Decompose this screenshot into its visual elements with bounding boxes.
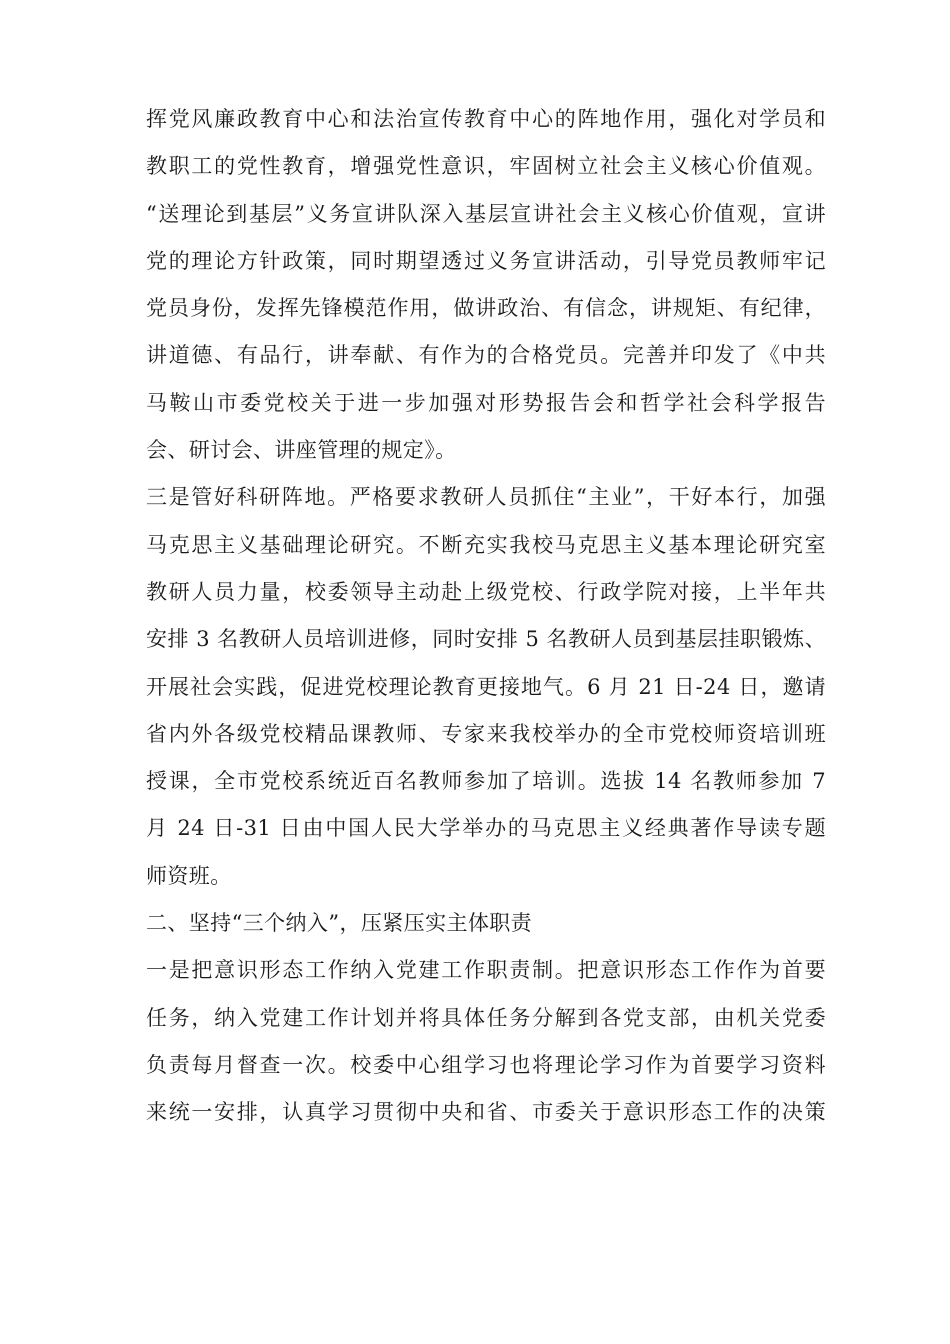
text-line: 安排 3 名教研人员培训进修，同时安排 5 名教研人员到基层挂职锻炼、 [146, 627, 826, 652]
text-line: 马鞍山市委党校关于进一步加强对形势报告会和哲学社会科学报告 [146, 390, 826, 415]
text-line: 会、研讨会、讲座管理的规定》。 [146, 438, 457, 463]
text-line: 讲道德、有品行，讲奉献、有作为的合格党员。完善并印发了《中共 [146, 343, 826, 368]
text-line: 挥党风廉政教育中心和法治宣传教育中心的阵地作用，强化对学员和 [146, 107, 826, 131]
text-line: “送理论到基层”义务宣讲队深入基层宣讲社会主义核心价值观，宣讲 [146, 201, 826, 226]
text-line: 月 24 日-31 日由中国人民大学举办的马克思主义经典著作导读专题 [146, 816, 826, 841]
text-line: 省内外各级党校精品课教师、专家来我校举办的全市党校师资培训班 [146, 721, 826, 746]
text-line: 授课，全市党校系统近百名教师参加了培训。选拔 14 名教师参加 7 [146, 769, 826, 794]
text-line: 党的理论方针政策，同时期望透过义务宣讲活动，引导党员教师牢记 [146, 248, 826, 273]
text-line: 教职工的党性教育，增强党性意识，牢固树立社会主义核心价值观。 [146, 154, 826, 179]
text-line: 开展社会实践，促进党校理论教育更接地气。6 月 21 日-24 日，邀请 [146, 674, 826, 699]
text-line: 任务，纳入党建工作计划并将具体任务分解到各党支部，由机关党委 [146, 1005, 826, 1030]
text-line: 党员身份，发挥先锋模范作用，做讲政治、有信念，讲规矩、有纪律， [146, 296, 826, 321]
text-line: 负责每月督查一次。校委中心组学习也将理论学习作为首要学习资料 [146, 1052, 826, 1077]
text-line: 教研人员力量，校委领导主动赴上级党校、行政学院对接，上半年共 [146, 579, 826, 604]
text-line: 三是管好科研阵地。严格要求教研人员抓住“主业”，干好本行，加强 [146, 485, 826, 510]
text-line: 师资班。 [146, 863, 232, 888]
text-line: 来统一安排，认真学习贯彻中央和省、市委关于意识形态工作的决策 [146, 1100, 826, 1125]
text-line: 马克思主义基础理论研究。不断充实我校马克思主义基本理论研究室 [146, 532, 826, 557]
text-line: 一是把意识形态工作纳入党建工作职责制。把意识形态工作作为首要 [146, 958, 826, 983]
document-body [146, 96, 826, 1137]
section-heading: 二、坚持“三个纳入”，压紧压实主体职责 [146, 911, 533, 936]
